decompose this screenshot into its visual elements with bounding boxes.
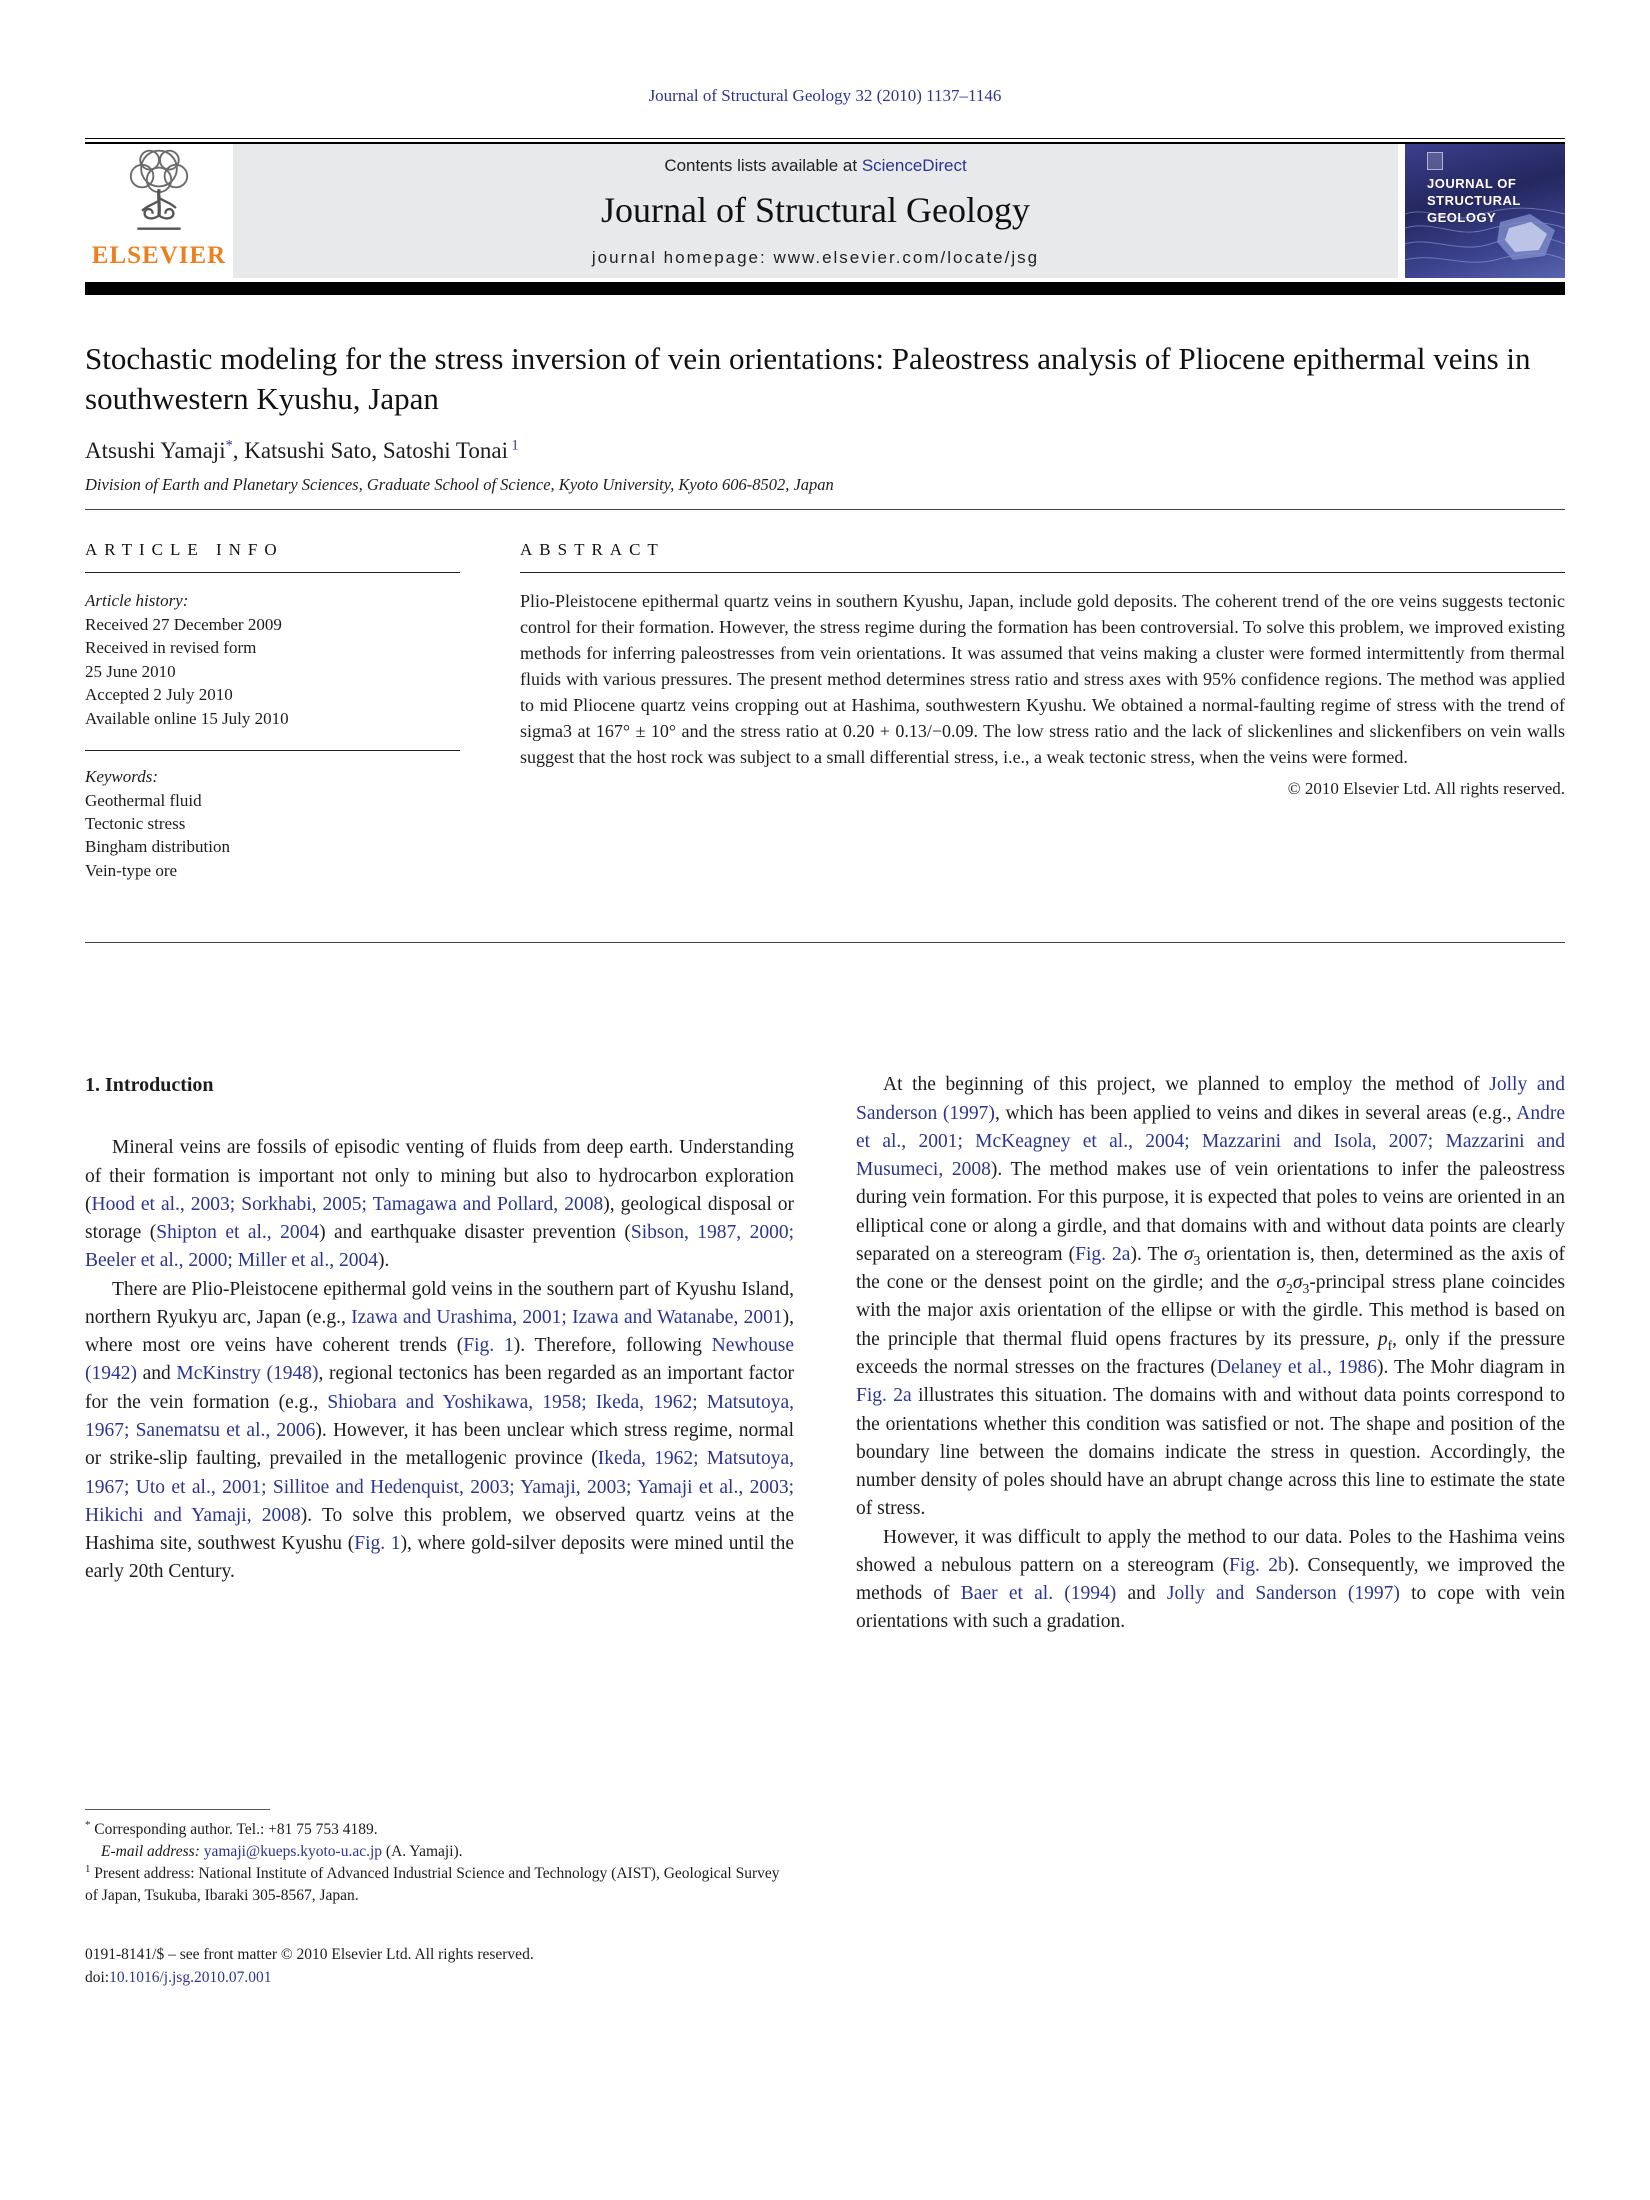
- text-segment: σ: [1183, 1243, 1194, 1265]
- intro-paragraph-1: [85, 1134, 794, 1275]
- text-segment: Atsushi Yamaji: [85, 438, 226, 464]
- title-block-rule: [85, 509, 1565, 510]
- inline-citation-link[interactable]: Izawa and Urashima, 2001; Izawa and Watanabe, 2001: [351, 1306, 783, 1328]
- inline-citation-link[interactable]: Baer et al. (1994): [960, 1583, 1117, 1605]
- text-segment: , regional tectonics has been regarded as an important factor for the vein formation (e.g.,: [85, 1363, 795, 1413]
- elsevier-logo: [85, 144, 233, 278]
- text-segment: ). The: [1130, 1243, 1184, 1265]
- inline-citation-link[interactable]: Hood et al., 2003; Sorkhabi, 2005; Tamagawa and Pollard, 2008: [91, 1193, 604, 1215]
- text-segment: ), where gold-silver deposits were mined until the early 20th Century.: [85, 1533, 795, 1583]
- text-segment: ). Consequently, we improved the methods of: [856, 1554, 1566, 1605]
- inline-citation-link[interactable]: Jolly and Sanderson (1997): [856, 1074, 1565, 1124]
- inline-citation-link[interactable]: Fig. 2a: [856, 1385, 912, 1407]
- text-segment: orientation is, then, determined as the axis of the cone or the densest point on the girdle; and the: [856, 1243, 1565, 1294]
- text-segment: At the beginning of this project, we planned to employ the method of: [883, 1074, 1490, 1096]
- footnote-email: [85, 1841, 794, 1863]
- corresponding-author-marker[interactable]: *: [225, 437, 233, 454]
- inline-citation-link[interactable]: Sibson, 1987, 2000; Beeler et al., 2000; Miller et al., 2004: [85, 1222, 794, 1272]
- text-segment: ).: [377, 1250, 390, 1272]
- inline-citation-link[interactable]: Jolly and Sanderson (1997): [1166, 1583, 1400, 1605]
- text-segment: ). The Mohr diagram in: [1376, 1356, 1565, 1378]
- text-segment: 3: [1302, 1281, 1310, 1297]
- text-segment: E-mail address:: [101, 1842, 200, 1860]
- text-segment: , which has been applied to veins and dikes in several areas (e.g.,: [994, 1102, 1517, 1124]
- text-segment: f: [1387, 1337, 1393, 1353]
- text-segment: p: [1377, 1328, 1388, 1350]
- inline-citation-link[interactable]: Andre et al., 2001; McKeagney et al., 2004; Mazzarini and Isola, 2007; Mazzarini and Musumeci, 2008: [856, 1102, 1565, 1181]
- intro-paragraph-4: [856, 1524, 1565, 1637]
- text-segment: ). However, it has been unclear which stress regime, normal or strike-slip faulting, prevailed in the metallogenic province (: [85, 1419, 794, 1470]
- text-segment: Contents lists available at: [664, 156, 862, 175]
- intro-paragraph-3: [856, 1071, 1565, 1523]
- text-segment: doi:: [85, 1969, 110, 1987]
- history-line: Received in revised form: [85, 638, 257, 658]
- inline-citation-link[interactable]: Shipton et al., 2004: [156, 1222, 320, 1244]
- abstract-rule: [520, 572, 1565, 573]
- inline-citation-link[interactable]: Fig. 1: [354, 1533, 401, 1555]
- text-segment: 2: [1286, 1281, 1293, 1297]
- abstract-heading: ABSTRACT: [520, 540, 665, 560]
- abstract-text: Plio-Pleistocene epithermal quartz veins in southern Kyushu, Japan, include gold deposits. The coherent trend of the ore veins suggests tectonic control for their formation. However, the stress regime during the formation has been controversial. To solve this problem, we improved existing methods for inferring paleostresses from vein orientations. It was assumed that veins making a cluster were formed intermittently from thermal fluids with various pressures. The present method determines stress ratio and stress axes with 95% confidence regions. The method was applied to mid Pliocene quartz veins cropping out at Hashima, southwestern Kyushu. We obtained a normal-faulting regime of stress with the trend of sigma3 at 167° ± 10° and the stress ratio at 0.20 + 0.13/−0.09. The low stress ratio and the lack of slickenlines and slickenfibers on vein walls suggest that the host rock was subject to a small differential stress, i.e., a weak tectonic stress, when the veins were formed.: [520, 591, 1565, 767]
- text-segment: ). Therefore, following: [513, 1335, 712, 1357]
- elsevier-wordmark: ELSEVIER: [91, 242, 227, 269]
- journal-title: Journal of Structural Geology: [601, 190, 1030, 230]
- intro-paragraph-2: [85, 1276, 794, 1587]
- author-list: [85, 438, 1565, 464]
- history-line: Received 27 December 2009: [85, 614, 282, 634]
- inline-citation-link[interactable]: Shiobara and Yoshikawa, 1958; Ikeda, 1962; Matsutoya, 1967; Sanematsu et al., 2006: [85, 1391, 794, 1441]
- keyword-item: Bingham distribution: [85, 837, 230, 857]
- text-segment: *: [85, 1818, 91, 1831]
- footnote-rule: [85, 1809, 270, 1810]
- history-line: Available online 15 July 2010: [85, 708, 289, 728]
- keywords-rule: [85, 750, 460, 751]
- article-history-label: Article history:: [85, 591, 189, 611]
- inline-citation-link[interactable]: McKinstry (1948): [176, 1363, 319, 1385]
- text-segment: Mineral veins are fossils of episodic venting of fluids from deep earth. Understanding of their formation is important not only to mining but also to hydrocarbon exploration (: [85, 1137, 794, 1215]
- doi-line: [85, 1966, 794, 1989]
- journal-homepage-line: journal homepage: www.elsevier.com/locate/jsg: [591, 248, 1040, 267]
- elsevier-tree-icon: [116, 146, 202, 240]
- footnote-corresponding: [85, 1819, 794, 1841]
- body-two-columns: [85, 1071, 1565, 1989]
- cover-title: [1427, 176, 1521, 227]
- cover-title-line: STRUCTURAL: [1427, 192, 1521, 208]
- text-segment: σ: [1292, 1272, 1303, 1294]
- text-segment: , Katsushi Sato, Satoshi Tonai: [232, 438, 508, 464]
- history-line: 25 June 2010: [85, 661, 176, 681]
- cover-emblem-icon: [1427, 152, 1443, 170]
- body-right-column: [856, 1071, 1565, 1989]
- text-segment: ), where most ore veins have coherent trends (: [85, 1306, 795, 1357]
- banner-center-panel: [233, 144, 1398, 278]
- info-abstract-block: [85, 540, 1565, 943]
- affiliation: Division of Earth and Planetary Sciences, Graduate School of Science, Kyoto University, Kyoto 606-8502, Japan: [85, 475, 834, 495]
- doi-link[interactable]: 10.1016/j.jsg.2010.07.001: [109, 1969, 272, 1987]
- inline-citation-link[interactable]: Newhouse (1942): [85, 1335, 794, 1385]
- text-segment: σ: [1276, 1272, 1286, 1294]
- text-segment: -principal stress plane coincides with the major axis orientation of the ellipse or with the girdle. This method is based on the principle that thermal fluid opens fractures by its pressure,: [856, 1272, 1565, 1350]
- text-segment: 3: [1193, 1252, 1201, 1268]
- text-segment: (A. Yamaji).: [382, 1842, 463, 1860]
- text-segment: ) and earthquake disaster prevention (: [319, 1222, 631, 1244]
- sciencedirect-link[interactable]: ScienceDirect: [861, 156, 967, 175]
- journal-cover-thumbnail: [1405, 144, 1565, 278]
- keywords-label: Keywords:: [85, 767, 159, 787]
- text-segment: to cope with vein orientations with such a gradation.: [856, 1583, 1565, 1633]
- email-link[interactable]: yamaji@kueps.kyoto-u.ac.jp: [203, 1842, 383, 1860]
- article-info-heading: ARTICLE INFO: [85, 540, 284, 560]
- text-segment: ). To solve this problem, we observed quartz veins at the Hashima site, southwest Kyushu (: [85, 1504, 794, 1555]
- abstract-column: [520, 540, 1565, 882]
- text-segment: ), geological disposal or storage (: [85, 1193, 795, 1244]
- text-segment: , only if the pressure exceeds the normal stresses on the fractures (: [856, 1328, 1565, 1378]
- footnote-block: [85, 1809, 794, 1990]
- history-line: Accepted 2 July 2010: [85, 685, 233, 705]
- banner-divider-bar: [85, 282, 1565, 295]
- inline-citation-link[interactable]: Fig. 1: [463, 1335, 514, 1357]
- text-segment: and: [1116, 1583, 1167, 1605]
- contents-availability-line: [233, 156, 1398, 176]
- issn-doi-block: [85, 1943, 794, 1990]
- section-heading-introduction: 1. Introduction: [85, 1074, 214, 1097]
- article-info-rule: [85, 572, 460, 573]
- text-segment: illustrates this situation. The domains with and without data points correspond to the orientations whether this condition was satisfied or not. The shape and position of the boundary line between the domains indicate the stress in question. Accordingly, the number density of poles should have an abrupt change across this line to estimate the state of stress.: [856, 1385, 1565, 1520]
- inline-citation-link[interactable]: Delaney et al., 1986: [1216, 1356, 1377, 1378]
- text-segment: and: [137, 1363, 177, 1385]
- cover-title-line: JOURNAL OF: [1427, 176, 1517, 191]
- body-left-column: [85, 1071, 794, 1989]
- inline-citation-link[interactable]: Fig. 2a: [1075, 1243, 1131, 1265]
- issn-line: 0191-8141/$ – see front matter © 2010 Elsevier Ltd. All rights reserved.: [85, 1945, 534, 1963]
- text-segment: ). The method makes use of vein orientations to infer the paleostress during vein formation. For this purpose, it is expected that poles to veins are oriented in an elliptical cone or along a girdle, and that domains with and without data points are clearly separated on a stereogram (: [856, 1159, 1565, 1265]
- journal-banner: [85, 144, 1565, 278]
- running-head-citation: Journal of Structural Geology 32 (2010) 1137–1146: [648, 86, 1002, 105]
- text-segment: Corresponding author. Tel.: +81 75 753 4189.: [90, 1820, 378, 1838]
- footnote-present-address: [85, 1863, 794, 1907]
- keyword-item: Tectonic stress: [85, 813, 186, 833]
- text-segment: Present address: National Institute of Advanced Industrial Science and Technology (AIST), Geological Survey of Japan, Tsukuba, Ibaraki 305-8567, Japan.: [85, 1864, 780, 1904]
- text-segment: 1: [85, 1862, 91, 1875]
- inline-citation-link[interactable]: Fig. 2b: [1229, 1554, 1288, 1576]
- keyword-item: Vein-type ore: [85, 860, 178, 880]
- article-info-column: [85, 540, 460, 882]
- article-title: Stochastic modeling for the stress inversion of vein orientations: Paleostress analysis of Pliocene epithermal veins in southwestern Kyushu, Japan: [85, 341, 1531, 416]
- abstract-copyright: © 2010 Elsevier Ltd. All rights reserved.: [1287, 778, 1565, 798]
- inline-citation-link[interactable]: Ikeda, 1962; Matsutoya, 1967; Uto et al., 2001; Sillitoe and Hedenquist, 2003; Yamaji, 2003; Yamaji et al., 2003; Hikichi and Yamaji, 2008: [85, 1448, 794, 1526]
- footnote-1-marker[interactable]: 1: [507, 437, 519, 454]
- text-segment: However, it was difficult to apply the method to our data. Poles to the Hashima veins showed a nebulous pattern on a stereogram (: [856, 1526, 1565, 1576]
- cover-title-line: GEOLOGY: [1427, 209, 1497, 225]
- text-segment: There are Plio-Pleistocene epithermal gold veins in the southern part of Kyushu Island, northern Ryukyu arc, Japan (e.g.,: [85, 1278, 794, 1328]
- keyword-item: Geothermal fluid: [85, 790, 202, 810]
